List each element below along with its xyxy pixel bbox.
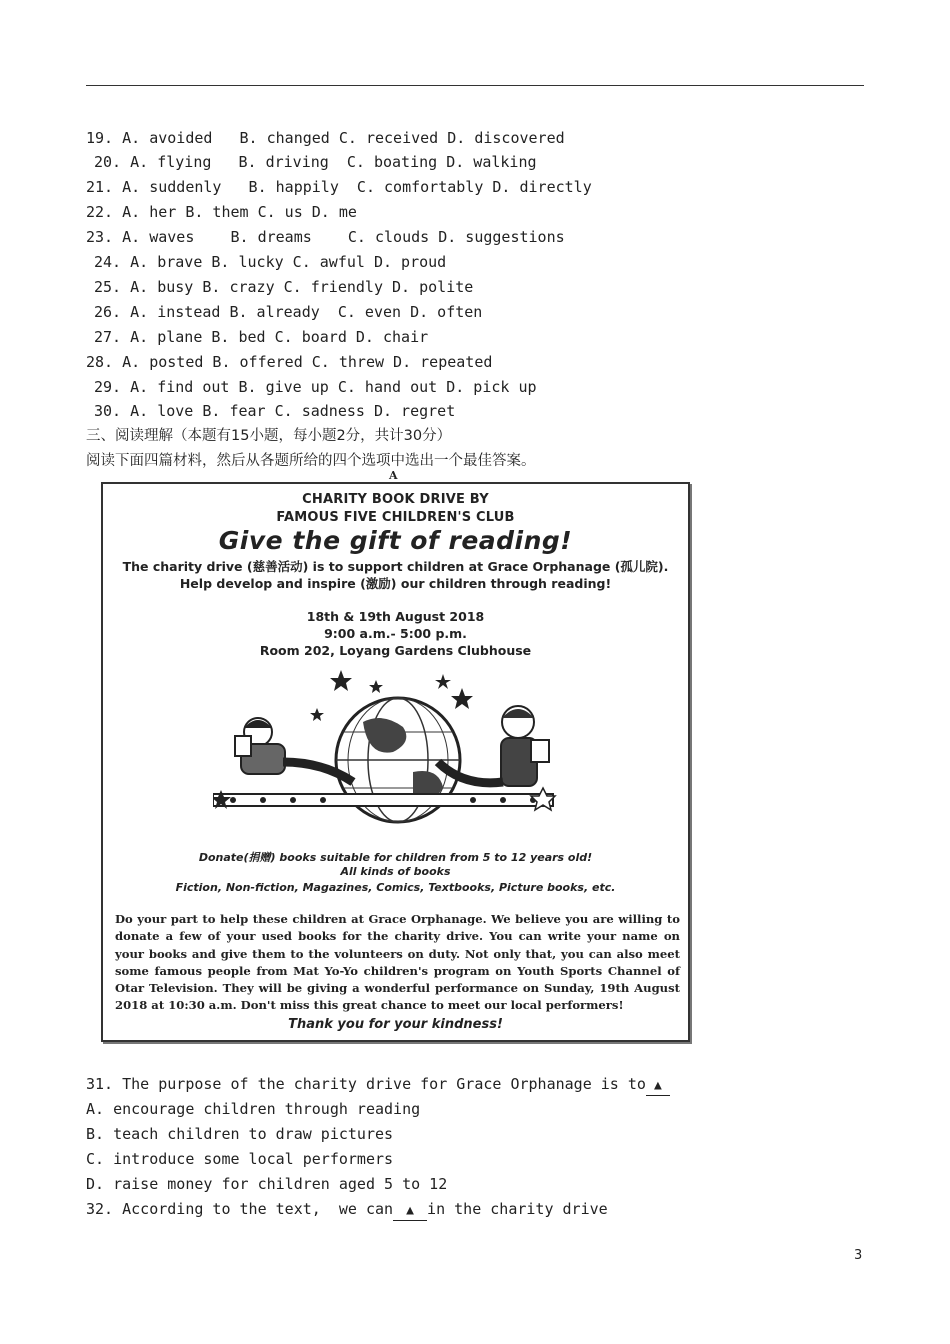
option-row-20: 20. A. flying B. driving C. boating D. walking — [94, 153, 537, 171]
option-row-19: 19. A. avoided B. changed C. received D. discovered — [86, 129, 565, 147]
header-rule — [86, 85, 864, 86]
poster-body-text: Do your part to help these children at Grace Orphanage. We believe you are willing to donate a few of your used books for the charity drive. You can write your name on your books and give them to the volunteers on duty. Not only that, you can also meet some famous people from Mat Yo-Yo children's program on Youth Sports Channel of Otar Television. They will be giving a wonderful performance on Sunday, 19th August 2018 at 10:30 a.m. Don't miss this great chance to meet our local performers! — [115, 912, 680, 1013]
answer-blank-icon: ▲ — [406, 1203, 414, 1218]
section-title: 三、阅读理解（本题有15小题，每小题2分，共计30分） — [86, 428, 452, 444]
poster-donate-3: Fiction, Non-fiction, Magazines, Comics, Textbooks, Picture books, etc. — [175, 881, 616, 894]
option-row-28: 28. A. posted B. offered C. threw D. repeated — [86, 353, 493, 371]
question-31-choice-c: C. introduce some local performers — [86, 1150, 394, 1168]
question-31-choice-a: A. encourage children through reading — [86, 1100, 421, 1118]
question-31-stem: 31. The purpose of the charity drive for Grace Orphanage is to ▲ — [86, 1075, 670, 1096]
poster-place: Room 202, Loyang Gardens Clubhouse — [259, 643, 532, 658]
section-instruction: 阅读下面四篇材料，然后从各题所给的四个选项中选出一个最佳答案。 — [86, 453, 536, 469]
poster-date: 18th & 19th August 2018 — [306, 609, 485, 624]
page-number: 3 — [854, 1248, 863, 1263]
option-row-27: 27. A. plane B. bed C. board D. chair — [94, 328, 429, 346]
question-31-choice-d: D. raise money for children aged 5 to 12 — [86, 1175, 448, 1193]
poster-heading-2: FAMOUS FIVE CHILDREN'S CLUB — [276, 510, 515, 525]
option-row-29: 29. A. find out B. give up C. hand out D. pick up — [94, 378, 537, 396]
question-32-stem: 32. According to the text, we can ▲ in the charity drive — [86, 1200, 608, 1221]
option-row-21: 21. A. suddenly B. happily C. comfortably D. directly — [86, 178, 592, 196]
passage-letter: A — [389, 469, 398, 482]
poster-donate-2: All kinds of books — [340, 865, 451, 878]
poster-heading-1: CHARITY BOOK DRIVE BY — [302, 492, 489, 507]
option-row-24: 24. A. brave B. lucky C. awful D. proud — [94, 253, 447, 271]
option-row-26: 26. A. instead B. already C. even D. often — [94, 303, 483, 321]
globe-reading-children-illustration — [213, 662, 573, 832]
option-row-25: 25. A. busy B. crazy C. friendly D. polite — [94, 278, 474, 296]
poster-line-2: Help develop and inspire (激励) our children through reading! — [179, 576, 612, 591]
poster-title: Give the gift of reading! — [218, 526, 573, 555]
poster-donate-1: Donate(捐赠) books suitable for children from 5 to 12 years old! — [198, 851, 593, 864]
charity-poster — [101, 482, 690, 1042]
option-row-23: 23. A. waves B. dreams C. clouds D. suggestions — [86, 228, 565, 246]
option-row-22: 22. A. her B. them C. us D. me — [86, 203, 357, 221]
poster-time: 9:00 a.m.- 5:00 p.m. — [324, 626, 467, 641]
answer-blank-icon: ▲ — [654, 1078, 662, 1093]
question-31-choice-b: B. teach children to draw pictures — [86, 1125, 394, 1143]
poster-line-1: The charity drive (慈善活动) is to support children at Grace Orphanage (孤儿院). — [122, 559, 669, 574]
option-row-30: 30. A. love B. fear C. sadness D. regret — [94, 402, 456, 420]
poster-thanks: Thank you for your kindness! — [288, 1017, 503, 1032]
